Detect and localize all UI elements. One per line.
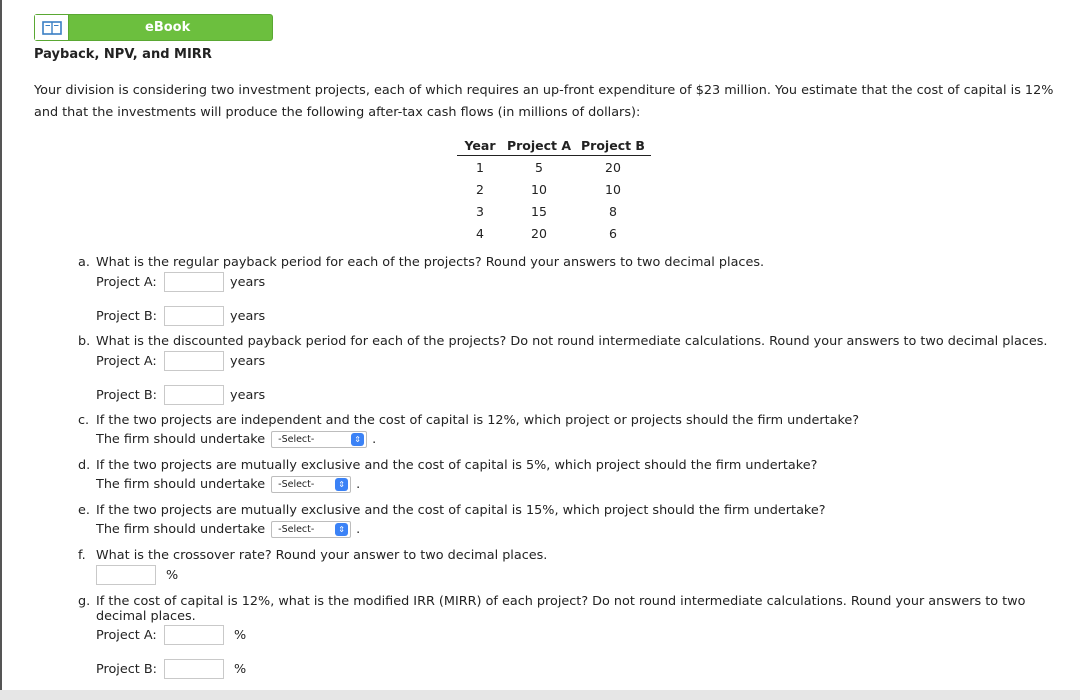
table-row bbox=[457, 156, 651, 179]
years-unit: years bbox=[230, 308, 266, 324]
project-a-label: Project A: bbox=[96, 353, 157, 369]
discounted-payback-a-input[interactable] bbox=[164, 351, 224, 371]
table-cell: 10 bbox=[531, 181, 547, 197]
years-unit: years bbox=[230, 353, 266, 369]
question-f bbox=[78, 548, 547, 563]
question-c bbox=[78, 413, 859, 428]
percent-unit: % bbox=[234, 627, 247, 643]
answer-d bbox=[96, 476, 360, 493]
years-unit: years bbox=[230, 274, 266, 290]
project-b-label: Project B: bbox=[96, 308, 157, 324]
question-a bbox=[78, 255, 764, 270]
answer-a-project-b bbox=[96, 306, 265, 326]
answer-b-project-a bbox=[96, 351, 265, 371]
answer-f bbox=[96, 565, 178, 585]
period: . bbox=[356, 522, 361, 537]
table-row bbox=[457, 200, 651, 222]
project-b-label: Project B: bbox=[96, 387, 157, 403]
answer-g-project-a bbox=[96, 625, 246, 645]
answer-b-project-b bbox=[96, 385, 265, 405]
table-cell: 10 bbox=[605, 181, 621, 197]
table-cell: 8 bbox=[609, 203, 617, 219]
table-cell: 3 bbox=[476, 203, 484, 219]
answer-a-project-a bbox=[96, 272, 265, 292]
payback-b-input[interactable] bbox=[164, 306, 224, 326]
left-edge-bar bbox=[0, 0, 2, 700]
intro-text: Your division is considering two investment projects, each of which requires an up-front expenditure of $23 million. You estimate that the cost of capital is 12% and that the investments will produce the following after-tax cash flows (in millions of dollars): bbox=[34, 83, 1054, 120]
ebook-label: eBook bbox=[145, 20, 191, 35]
years-unit: years bbox=[230, 387, 266, 403]
select-dropdown-c[interactable] bbox=[271, 431, 367, 448]
percent-unit: % bbox=[166, 567, 179, 583]
question-letter: a. bbox=[78, 255, 90, 270]
period: . bbox=[372, 432, 377, 447]
table-cell: 2 bbox=[476, 181, 484, 197]
answer-c bbox=[96, 431, 376, 448]
ebook-button[interactable] bbox=[34, 14, 273, 41]
updown-chevron-icon: ⇕ bbox=[351, 433, 364, 446]
crossover-rate-input[interactable] bbox=[96, 565, 156, 585]
header-project-b: Project B bbox=[575, 135, 651, 156]
table-cell: 20 bbox=[605, 159, 621, 175]
select-dropdown-d[interactable] bbox=[271, 476, 351, 493]
project-a-label: Project A: bbox=[96, 274, 157, 290]
table-header-row bbox=[457, 135, 651, 156]
answer-e bbox=[96, 521, 360, 538]
updown-chevron-icon: ⇕ bbox=[335, 478, 348, 491]
question-letter: e. bbox=[78, 503, 90, 518]
table-cell: 1 bbox=[476, 159, 484, 175]
project-b-label: Project B: bbox=[96, 661, 157, 677]
book-icon bbox=[35, 15, 69, 40]
select-value: -Select- bbox=[278, 479, 315, 490]
header-year: Year bbox=[457, 135, 503, 156]
question-text: What is the discounted payback period for each of the projects? Do not round intermediate calculations. Round your answers to two decimal places. bbox=[96, 334, 1048, 349]
table-cell: 4 bbox=[476, 225, 484, 241]
question-text: What is the regular payback period for each of the projects? Round your answers to two decimal places. bbox=[96, 255, 765, 270]
select-dropdown-e[interactable] bbox=[271, 521, 351, 538]
table-cell: 6 bbox=[609, 225, 617, 241]
mirr-a-input[interactable] bbox=[164, 625, 224, 645]
percent-unit: % bbox=[234, 661, 247, 677]
payback-a-input[interactable] bbox=[164, 272, 224, 292]
select-value: -Select- bbox=[278, 524, 315, 535]
question-g bbox=[78, 594, 1068, 624]
question-text: If the two projects are independent and the cost of capital is 12%, which project or projects should the firm undertake? bbox=[96, 413, 860, 428]
table-cell: 5 bbox=[535, 159, 543, 175]
question-e bbox=[78, 503, 826, 518]
page-title: Payback, NPV, and MIRR bbox=[34, 47, 212, 62]
question-b bbox=[78, 334, 1047, 349]
project-a-label: Project A: bbox=[96, 627, 157, 643]
cash-flow-table bbox=[457, 135, 651, 244]
firm-undertake-label: The firm should undertake bbox=[96, 477, 266, 492]
question-text: What is the crossover rate? Round your answer to two decimal places. bbox=[96, 548, 548, 563]
question-letter: c. bbox=[78, 413, 90, 428]
question-text: If the two projects are mutually exclusive and the cost of capital is 5%, which project should the firm undertake? bbox=[96, 458, 818, 473]
updown-chevron-icon: ⇕ bbox=[335, 523, 348, 536]
select-value: -Select- bbox=[278, 434, 315, 445]
question-letter: f. bbox=[78, 548, 86, 563]
bottom-scroll-area bbox=[0, 690, 1080, 700]
table-cell: 20 bbox=[531, 225, 547, 241]
answer-g-project-b bbox=[96, 659, 246, 679]
question-letter: g. bbox=[78, 594, 91, 609]
question-d bbox=[78, 458, 817, 473]
question-text-continued: decimal places. bbox=[96, 609, 196, 624]
question-text: If the cost of capital is 12%, what is the modified IRR (MIRR) of each project? Do not round intermediate calculations. Round your answers to two bbox=[96, 594, 1026, 609]
table-cell: 15 bbox=[531, 203, 547, 219]
question-letter: d. bbox=[78, 458, 91, 473]
discounted-payback-b-input[interactable] bbox=[164, 385, 224, 405]
period: . bbox=[356, 477, 361, 492]
question-letter: b. bbox=[78, 334, 91, 349]
mirr-b-input[interactable] bbox=[164, 659, 224, 679]
table-row bbox=[457, 222, 651, 244]
firm-undertake-label: The firm should undertake bbox=[96, 432, 266, 447]
header-project-a: Project A bbox=[503, 135, 575, 156]
firm-undertake-label: The firm should undertake bbox=[96, 522, 266, 537]
table-row bbox=[457, 178, 651, 200]
question-text: If the two projects are mutually exclusive and the cost of capital is 15%, which project should the firm undertake? bbox=[96, 503, 826, 518]
